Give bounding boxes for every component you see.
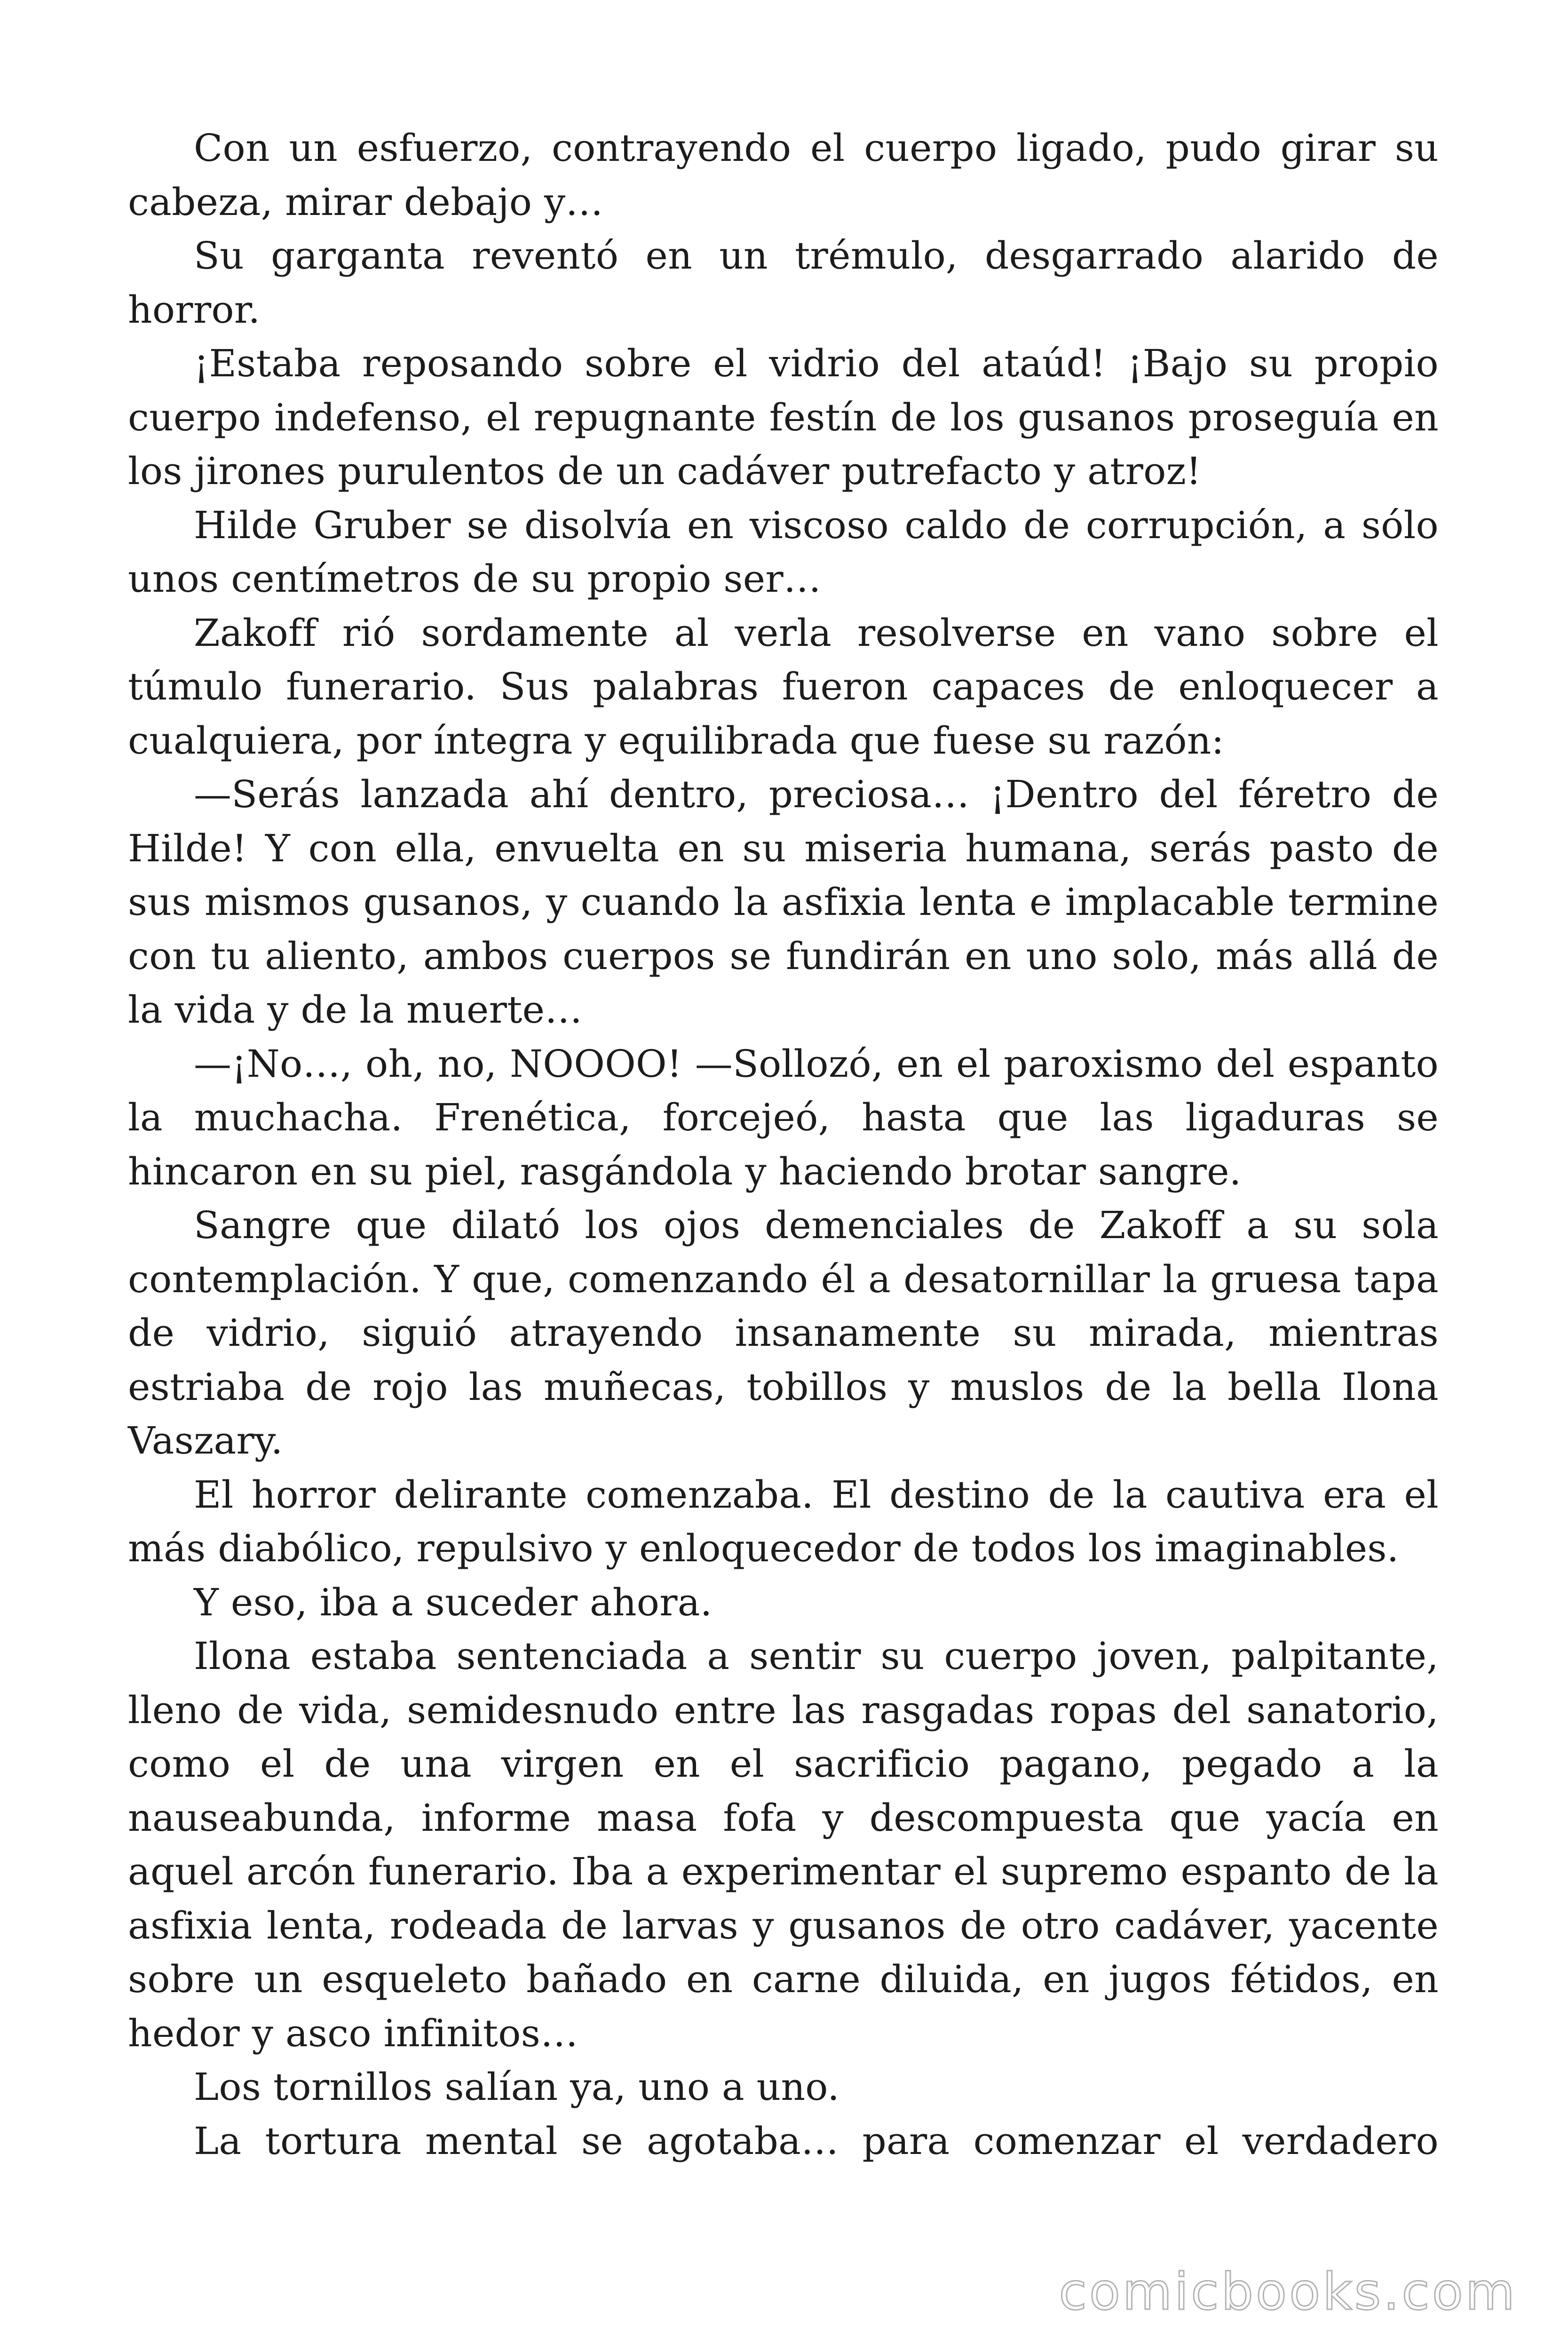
paragraph: Ilona estaba sentenciada a sentir su cuerpo joven, palpitante, lleno de vida, semidesnudo entre las rasgadas ropas del sanatorio, como el de una virgen en el sacrificio pagano, pegado a la nauseabunda, informe masa fofa y descompuesta que yacía en aquel arcón funerario. Iba a experimentar el supremo espanto de la asfixia lenta, rodeada de larvas y gusanos de otro cadáver, yacente sobre un esqueleto bañado en carne diluida, en jugos fétidos, en hedor y asco infinitos…: [128, 1634, 1439, 2055]
paragraph: Hilde Gruber se disolvía en viscoso caldo de corrupción, a sólo unos centímetros de su propio ser…: [128, 503, 1439, 601]
paragraph: ¡Estaba reposando sobre el vidrio del ataúd! ¡Bajo su propio cuerpo indefenso, el repugnante festín de los gusanos proseguía en los jirones purulentos de un cadáver putrefacto y atroz!: [128, 342, 1439, 493]
paragraph: Zakoff rió sordamente al verla resolverse en vano sobre el túmulo funerario. Sus palabras fueron capaces de enloquecer a cualquiera, por íntegra y equilibrada que fuese su razón:: [128, 611, 1439, 763]
watermark-logo: comicbooks.com: [1059, 2263, 1517, 2321]
paragraph: —¡No…, oh, no, NOOOO! —Sollozó, en el paroxismo del espanto la muchacha. Frenética, forcejeó, hasta que las ligaduras se hincaron en su piel, rasgándola y haciendo brotar sangre.: [128, 1041, 1439, 1193]
paragraph: Con un esfuerzo, contrayendo el cuerpo ligado, pudo girar su cabeza, mirar debajo y…: [128, 126, 1439, 224]
page-body-text: [128, 121, 1439, 2168]
paragraph: Su garganta reventó en un trémulo, desgarrado alarido de horror.: [128, 234, 1439, 332]
paragraph-last: La tortura mental se agotaba… para comenzar el verdadero: [194, 2119, 1439, 2163]
paragraph: Sangre que dilató los ojos demenciales de Zakoff a su sola contemplación. Y que, comenzando él a desatornillar la gruesa tapa de vidrio, siguió atrayendo insanamente su mirada, mientras estriaba de rojo las muñecas, tobillos y muslos de la bella Ilona Vaszary.: [128, 1203, 1439, 1462]
paragraph: —Serás lanzada ahí dentro, preciosa… ¡Dentro del féretro de Hilde! Y con ella, envuelta en su miseria humana, serás pasto de sus mismos gusanos, y cuando la asfixia lenta e implacable termine con tu aliento, ambos cuerpos se fundirán en uno solo, más allá de la vida y de la muerte…: [128, 772, 1439, 1032]
paragraph: El horror delirante comenzaba. El destino de la cautiva era el más diabólico, repulsivo y enloquecedor de todos los imaginables.: [128, 1472, 1439, 1570]
paragraph: Y eso, iba a suceder ahora.: [194, 1580, 713, 1624]
paragraph: Los tornillos salían ya, uno a uno.: [194, 2065, 840, 2109]
